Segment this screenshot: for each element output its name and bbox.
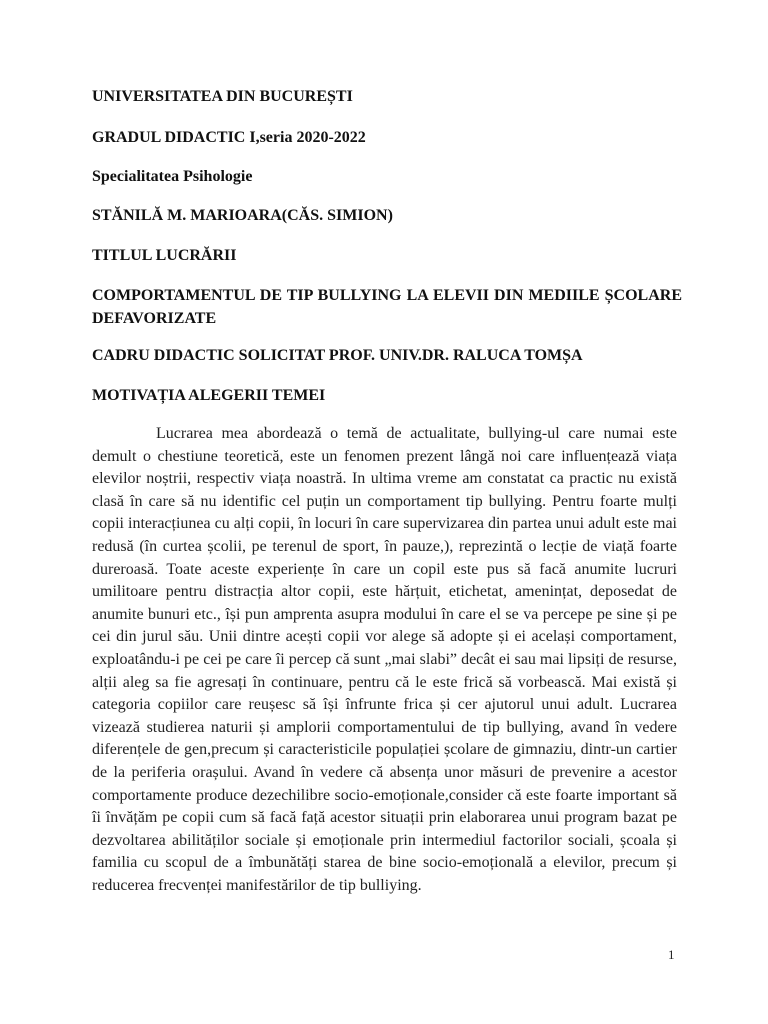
- university-name: UNIVERSITATEA DIN BUCUREȘTI: [92, 88, 353, 105]
- specialty: Specialitatea Psihologie: [92, 168, 253, 185]
- section-heading: MOTIVAȚIA ALEGERII TEMEI: [92, 387, 326, 404]
- title-label: TITLUL LUCRĂRII: [92, 247, 237, 264]
- degree-series: GRADUL DIDACTIC I,seria 2020-2022: [92, 129, 366, 146]
- author-name: STĂNILĂ M. MARIOARA(CĂS. SIMION): [92, 207, 393, 224]
- thesis-title: COMPORTAMENTUL DE TIP BULLYING LA ELEVII DIN MEDIILE ȘCOLARE DEFAVORIZATE: [92, 287, 682, 327]
- page-number: 1: [668, 947, 675, 962]
- supervisor: CADRU DIDACTIC SOLICITAT PROF. UNIV.DR. RALUCA TOMȘA: [92, 347, 583, 364]
- body-paragraph: Lucrarea mea abordează o temă de actualitate, bullying-ul care numai este demult o chestiune teoretică, este un fenomen prezent lângă noi care influențează viața elevilor noștrii, respectiv viața noastră. In ultima vreme am constatat ca practic nu există clasă în care să nu identific cel puțin un comportament tip bullying. Pentru foarte mulți copii interacțiunea cu alți copii, în locuri în care supervizarea din partea unui adult este mai redusă (în curtea școlii, pe terenul de sport, în pauze,), reprezintă o lecție de viață foarte dureroasă. Toate aceste experiențe în care un copil este pus să facă anumite lucruri umilitoare pentru distracția altor copii, este hărțuit, etichetat, amenințat, deposedat de anumite bunuri etc., își pun amprenta asupra modului în care el se va percepe pe sine și pe cei din jurul său. Unii dintre acești copii vor alege să adopte și ei același comportament, exploatându-i pe cei pe care îi percep că sunt „mai slabi” decât ei sau mai lipsiți de resurse, alții aleg sa fie agresați în continuare, pentru că le este frică să vorbească. Mai există și categoria copiilor care reușesc să își înfrunte frica și cer ajutorul unui adult. Lucrarea vizează studierea naturii și amplorii comportamentului de tip bullying, avand în vedere diferențele de gen,precum și caracteristicile populației școlare de gimnaziu, dintr-un cartier de la periferia orașului. Avand în vedere că absența unor măsuri de prevenire a acestor comportamente produce dezechilibre socio-emoționale,consider că este foarte important să îi învățăm pe copii cum să facă față acestor situații prin elaborarea unui program bazat pe dezvoltarea abilităților sociale și emoționale prin intermediul factorilor sociali, școala și familia cu scopul de a îmbunătăți starea de bine socio-emoțională a elevilor, precum și reducerea frecvenței manifestărilor de tip bulliying.: [92, 425, 677, 894]
